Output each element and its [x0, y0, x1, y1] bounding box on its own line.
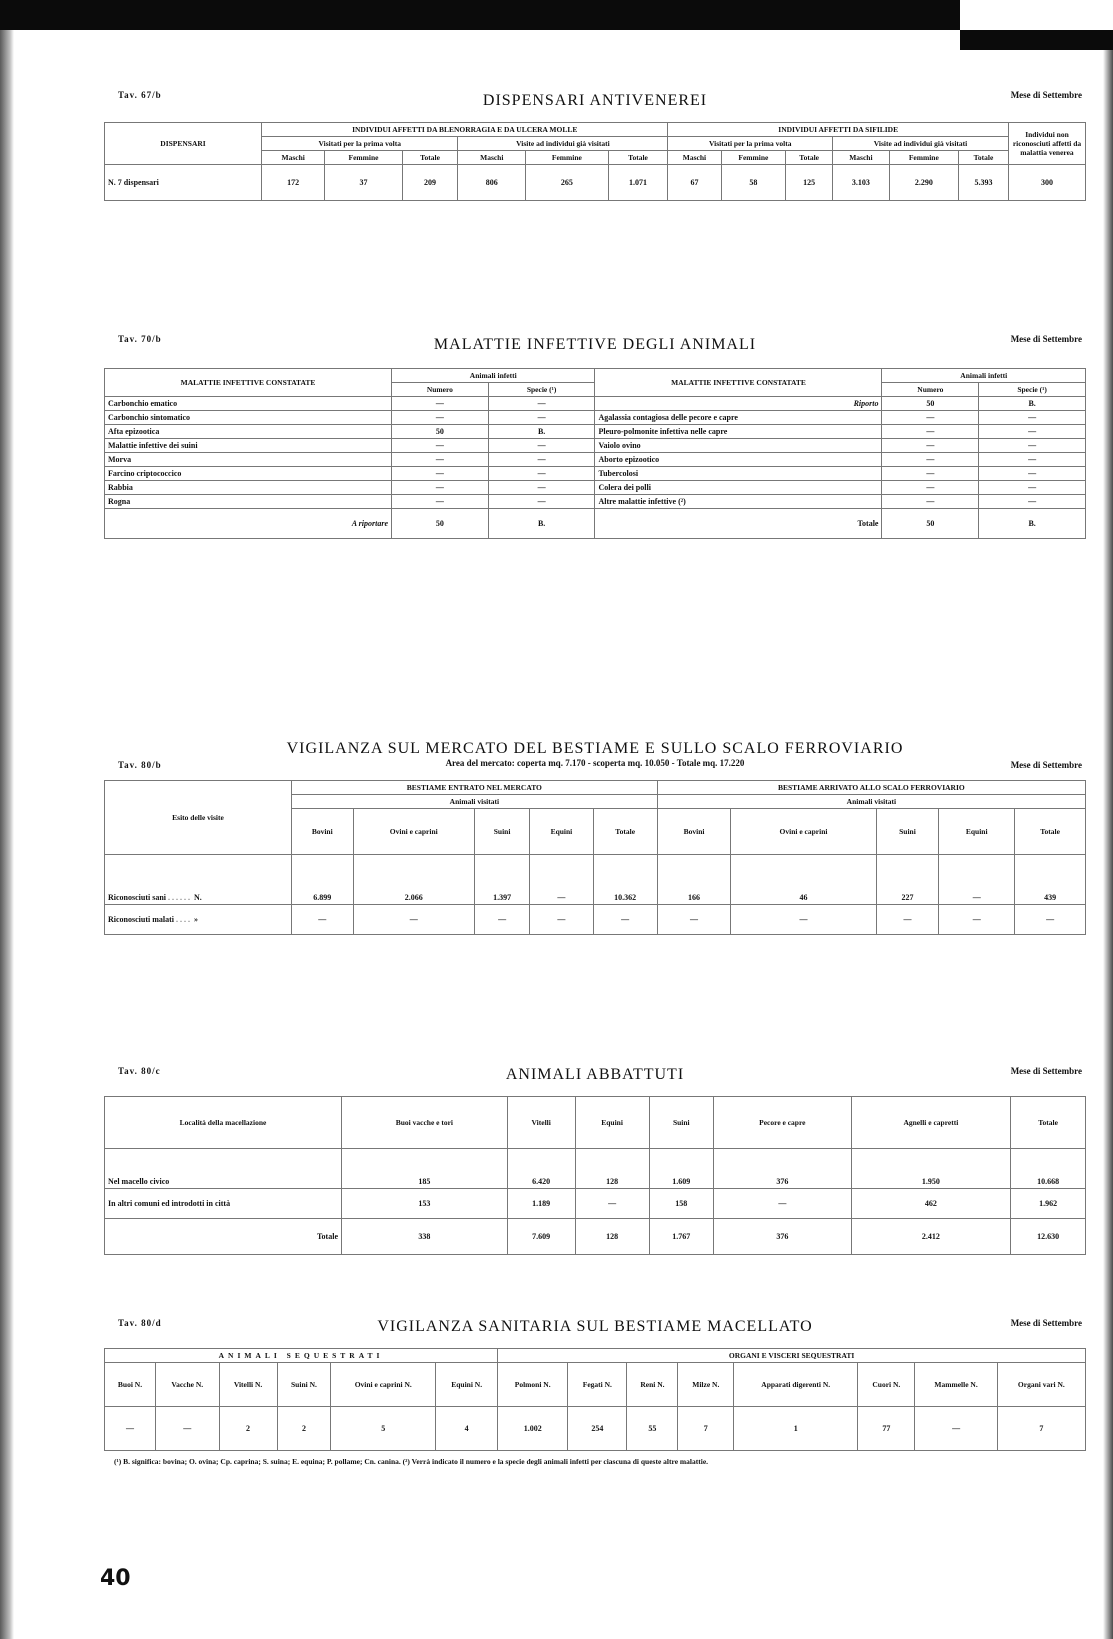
- section-malattie-animali: [104, 322, 1086, 539]
- cell: 1.189: [507, 1189, 575, 1219]
- cell: 2.066: [353, 855, 474, 905]
- table-row: [105, 439, 1086, 453]
- header-col: Organi vari N.: [997, 1363, 1085, 1407]
- cell: —: [882, 439, 979, 453]
- row-label-text: Riconosciuti malati: [108, 915, 174, 924]
- cell: —: [979, 495, 1086, 509]
- cell: 338: [342, 1219, 508, 1255]
- section-title: VIGILANZA SUL MERCATO DEL BESTIAME E SULLO SCALO FERROVIARIO: [286, 740, 904, 757]
- header-specie: Specie (¹): [488, 383, 595, 397]
- header-visite: Visite ad individui già visitati: [458, 137, 668, 151]
- row-label: Nel macello civico: [105, 1149, 342, 1189]
- cell: 50: [392, 509, 489, 539]
- disease-label: Vaiolo ovino: [595, 439, 882, 453]
- total-label: Totale: [595, 509, 882, 539]
- disease-label: Aborto epizootico: [595, 453, 882, 467]
- cell: 1.002: [498, 1407, 568, 1451]
- cell: —: [392, 411, 489, 425]
- month-label: Mese di Settembre: [1010, 90, 1082, 100]
- cell: 50: [882, 509, 979, 539]
- table-row: [105, 905, 1086, 935]
- cell: 7: [678, 1407, 734, 1451]
- cell: 2: [219, 1407, 277, 1451]
- header-localita: Località della macellazione: [105, 1097, 342, 1149]
- header-col: Suini N.: [277, 1363, 331, 1407]
- cell: 10.668: [1011, 1149, 1086, 1189]
- table-row: [105, 1407, 1086, 1451]
- cell: 376: [714, 1149, 852, 1189]
- section-dispensari: [104, 78, 1086, 201]
- month-label: Mese di Settembre: [1010, 1066, 1082, 1076]
- cell: 172: [262, 165, 325, 201]
- cell: —: [474, 905, 529, 935]
- disease-label: Agalassia contagiosa delle pecore e capre: [595, 411, 882, 425]
- header-maschi: Maschi: [458, 151, 526, 165]
- cell: 6.420: [507, 1149, 575, 1189]
- table-row: [105, 1189, 1086, 1219]
- cell: 6.899: [292, 855, 354, 905]
- sequestri-table: [104, 1348, 1086, 1451]
- cell: 128: [575, 1149, 649, 1189]
- document-sheet: [104, 78, 1086, 1544]
- month-label: Mese di Settembre: [1010, 760, 1082, 770]
- cell: —: [979, 453, 1086, 467]
- cell: 300: [1009, 165, 1086, 201]
- row-unit: »: [194, 915, 198, 924]
- header-col: Suini: [876, 809, 939, 855]
- header-dispensari: DISPENSARI: [105, 123, 262, 165]
- table-row: [105, 397, 1086, 411]
- header-femmine: Femmine: [325, 151, 402, 165]
- month-label: Mese di Settembre: [1010, 1318, 1082, 1328]
- cell: —: [530, 905, 593, 935]
- section-title: DISPENSARI ANTIVENEREI: [482, 92, 708, 109]
- cell: 3.103: [833, 165, 890, 201]
- header-col: Agnelli e capretti: [851, 1097, 1011, 1149]
- header-col: Vitelli: [507, 1097, 575, 1149]
- scan-top-border-right: [960, 30, 1113, 50]
- cell: —: [979, 425, 1086, 439]
- table-row: [105, 467, 1086, 481]
- cell: 77: [858, 1407, 915, 1451]
- cell: —: [156, 1407, 220, 1451]
- cell: B.: [488, 425, 595, 439]
- table-row: [105, 1149, 1086, 1189]
- cell: 209: [402, 165, 458, 201]
- cell: —: [488, 495, 595, 509]
- table-row: [105, 453, 1086, 467]
- cell: —: [392, 495, 489, 509]
- scan-left-edge: [0, 30, 14, 1639]
- cell: —: [882, 481, 979, 495]
- header-visitati: Visitati per la prima volta: [262, 137, 458, 151]
- cell: 462: [851, 1189, 1011, 1219]
- cell: 1: [734, 1407, 858, 1451]
- cell: —: [979, 467, 1086, 481]
- cell: —: [979, 411, 1086, 425]
- header-animali-sequestrati: ANIMALI SEQUESTRATI: [105, 1349, 498, 1363]
- cell: —: [488, 453, 595, 467]
- header-femmine: Femmine: [526, 151, 609, 165]
- header-esito: Esito delle visite: [105, 781, 292, 855]
- header-totale: Totale: [402, 151, 458, 165]
- cell: 10.362: [593, 855, 657, 905]
- cell: 67: [668, 165, 721, 201]
- table-number: Tav. 80/c: [118, 1066, 161, 1076]
- cell: 1.767: [649, 1219, 713, 1255]
- header-col: Equini: [575, 1097, 649, 1149]
- cell: —: [392, 481, 489, 495]
- header-maschi: Maschi: [262, 151, 325, 165]
- cell: 1.950: [851, 1149, 1011, 1189]
- cell: —: [530, 855, 593, 905]
- section-vigilanza-sanitaria: [104, 1306, 1086, 1466]
- cell: —: [882, 425, 979, 439]
- header-malattie: MALATTIE INFETTIVE CONSTATATE: [595, 369, 882, 397]
- cell: —: [392, 439, 489, 453]
- disease-label: Tubercolosi: [595, 467, 882, 481]
- total-label: A riportare: [105, 509, 392, 539]
- table-row: [105, 425, 1086, 439]
- header-col: Equini: [939, 809, 1015, 855]
- cell: 1.609: [649, 1149, 713, 1189]
- table-number: Tav. 80/b: [118, 760, 162, 770]
- header-animali-infetti: Animali infetti: [882, 369, 1086, 383]
- footnote: (¹) B. significa: bovina; O. ovina; Cp. caprina; S. suina; E. equina; P. pollame; Cn. canina. (²) Verrà indicato il numero e la specie degli animali infetti per ciascuna di queste altre malattie.: [114, 1457, 709, 1466]
- section-animali-abbattuti: [104, 1054, 1086, 1255]
- cell: —: [657, 905, 731, 935]
- cell: B.: [979, 509, 1086, 539]
- row-label-text: Riconosciuti sani: [108, 893, 167, 902]
- disease-label: Rabbia: [105, 481, 392, 495]
- header-organi-sequestrati: ORGANI E VISCERI SEQUESTRATI: [498, 1349, 1086, 1363]
- header-col: Ovini e caprini: [353, 809, 474, 855]
- disease-label: Pleuro-polmonite infettiva nelle capre: [595, 425, 882, 439]
- cell: 7: [997, 1407, 1085, 1451]
- header-visite: Visite ad individui già visitati: [833, 137, 1009, 151]
- header-col: Fegati N.: [568, 1363, 627, 1407]
- disease-label: Altre malattie infettive (²): [595, 495, 882, 509]
- header-col: Vacche N.: [156, 1363, 220, 1407]
- section-title: VIGILANZA SANITARIA SUL BESTIAME MACELLATO: [377, 1318, 813, 1335]
- header-col: Suini: [649, 1097, 713, 1149]
- header-maschi: Maschi: [668, 151, 721, 165]
- header-totale: Totale: [608, 151, 668, 165]
- header-col: Ovini e caprini: [731, 809, 876, 855]
- total-label: Totale: [105, 1219, 342, 1255]
- mercato-table: [104, 780, 1086, 935]
- header-mercato: BESTIAME ENTRATO NEL MERCATO: [292, 781, 658, 795]
- header-col: Buoi vacche e tori: [342, 1097, 508, 1149]
- cell: —: [593, 905, 657, 935]
- cell: —: [915, 1407, 997, 1451]
- cell: B.: [979, 397, 1086, 411]
- header-col: Buoi N.: [105, 1363, 156, 1407]
- disease-label: Colera dei polli: [595, 481, 882, 495]
- header-col: Totale: [1011, 1097, 1086, 1149]
- header-col: Apparati digerenti N.: [734, 1363, 858, 1407]
- cell: —: [882, 411, 979, 425]
- header-col: Pecore e capre: [714, 1097, 852, 1149]
- header-animali-visitati: Animali visitati: [292, 795, 658, 809]
- cell: 2: [277, 1407, 331, 1451]
- table-row: [105, 855, 1086, 905]
- section-subtitle: Area del mercato: coperta mq. 7.170 - scoperta mq. 10.050 - Totale mq. 17.220: [445, 758, 745, 768]
- cell: 1.397: [474, 855, 529, 905]
- cell: 376: [714, 1219, 852, 1255]
- cell: 58: [721, 165, 786, 201]
- header-col: Totale: [1015, 809, 1086, 855]
- header-animali-visitati: Animali visitati: [657, 795, 1085, 809]
- cell: 7.609: [507, 1219, 575, 1255]
- cell: 12.630: [1011, 1219, 1086, 1255]
- cell: —: [979, 481, 1086, 495]
- cell: —: [105, 1407, 156, 1451]
- cell: —: [488, 481, 595, 495]
- cell: —: [392, 397, 489, 411]
- header-col: Suini: [474, 809, 529, 855]
- dispensari-table: [104, 122, 1086, 201]
- cell: 4: [436, 1407, 498, 1451]
- row-label: Riconosciuti malati .... »: [105, 905, 292, 935]
- table-row: [105, 481, 1086, 495]
- cell: 153: [342, 1189, 508, 1219]
- header-animali-infetti: Animali infetti: [392, 369, 595, 383]
- cell: 125: [786, 165, 833, 201]
- table-row: [105, 495, 1086, 509]
- total-row: [105, 1219, 1086, 1255]
- cell: —: [979, 439, 1086, 453]
- header-col: Vitelli N.: [219, 1363, 277, 1407]
- header-totale: Totale: [786, 151, 833, 165]
- cell: 265: [526, 165, 609, 201]
- cell: —: [488, 467, 595, 481]
- header-non-riconosciuti: Individui non riconosciuti affetti da malattia venerea: [1009, 123, 1086, 165]
- disease-label: Afta epizootica: [105, 425, 392, 439]
- malattie-table: [104, 368, 1086, 539]
- abbattuti-table: [104, 1096, 1086, 1255]
- header-femmine: Femmine: [889, 151, 958, 165]
- header-scalo: BESTIAME ARRIVATO ALLO SCALO FERROVIARIO: [657, 781, 1085, 795]
- table-row: [105, 411, 1086, 425]
- header-col: Ovini e caprini N.: [331, 1363, 436, 1407]
- header-col: Mammelle N.: [915, 1363, 997, 1407]
- cell: 128: [575, 1219, 649, 1255]
- cell: 37: [325, 165, 402, 201]
- section-title: MALATTIE INFETTIVE DEGLI ANIMALI: [433, 336, 757, 353]
- cell: —: [392, 467, 489, 481]
- disease-label: Morva: [105, 453, 392, 467]
- header-numero: Numero: [882, 383, 979, 397]
- cell: 46: [731, 855, 876, 905]
- cell: 2.412: [851, 1219, 1011, 1255]
- cell: —: [1015, 905, 1086, 935]
- header-totale: Totale: [958, 151, 1008, 165]
- header-sifilide: INDIVIDUI AFFETTI DA SIFILIDE: [668, 123, 1009, 137]
- cell: —: [882, 495, 979, 509]
- cell: —: [714, 1189, 852, 1219]
- cell: 166: [657, 855, 731, 905]
- header-malattie: MALATTIE INFETTIVE CONSTATATE: [105, 369, 392, 397]
- table-number: Tav. 67/b: [118, 90, 162, 100]
- header-col: Equini N.: [436, 1363, 498, 1407]
- total-row: [105, 509, 1086, 539]
- row-unit: N.: [194, 893, 202, 902]
- cell: —: [292, 905, 354, 935]
- cell: 1.071: [608, 165, 668, 201]
- row-label: In altri comuni ed introdotti in città: [105, 1189, 342, 1219]
- scan-right-edge: [1103, 50, 1113, 1639]
- disease-label: Malattie infettive dei suini: [105, 439, 392, 453]
- disease-label: Riporto: [595, 397, 882, 411]
- cell: —: [939, 905, 1015, 935]
- header-col: Equini: [530, 809, 593, 855]
- header-blenorragia: INDIVIDUI AFFETTI DA BLENORRAGIA E DA ULCERA MOLLE: [262, 123, 668, 137]
- cell: —: [882, 453, 979, 467]
- cell: —: [353, 905, 474, 935]
- header-col: Cuori N.: [858, 1363, 915, 1407]
- cell: —: [488, 397, 595, 411]
- row-label: Riconosciuti sani ...... N.: [105, 855, 292, 905]
- cell: 439: [1015, 855, 1086, 905]
- cell: 254: [568, 1407, 627, 1451]
- cell: —: [939, 855, 1015, 905]
- disease-label: Farcino criptococcico: [105, 467, 392, 481]
- page-number: 40: [100, 1566, 131, 1591]
- cell: 55: [627, 1407, 678, 1451]
- cell: —: [488, 439, 595, 453]
- cell: —: [882, 467, 979, 481]
- cell: 227: [876, 855, 939, 905]
- header-numero: Numero: [392, 383, 489, 397]
- disease-label: Carbonchio ematico: [105, 397, 392, 411]
- header-col: Totale: [593, 809, 657, 855]
- header-visitati: Visitati per la prima volta: [668, 137, 833, 151]
- cell: —: [575, 1189, 649, 1219]
- cell: 50: [392, 425, 489, 439]
- cell: B.: [488, 509, 595, 539]
- cell: 50: [882, 397, 979, 411]
- header-col: Polmoni N.: [498, 1363, 568, 1407]
- cell: 5: [331, 1407, 436, 1451]
- header-maschi: Maschi: [833, 151, 890, 165]
- cell: 2.290: [889, 165, 958, 201]
- disease-label: Rogna: [105, 495, 392, 509]
- cell: —: [731, 905, 876, 935]
- row-label: N. 7 dispensari: [105, 165, 262, 201]
- scan-top-border: [0, 0, 960, 30]
- header-col: Bovini: [657, 809, 731, 855]
- section-title: ANIMALI ABBATTUTI: [505, 1066, 685, 1083]
- header-femmine: Femmine: [721, 151, 786, 165]
- cell: —: [392, 453, 489, 467]
- table-number: Tav. 70/b: [118, 334, 162, 344]
- cell: 806: [458, 165, 526, 201]
- header-col: Reni N.: [627, 1363, 678, 1407]
- month-label: Mese di Settembre: [1010, 334, 1082, 344]
- table-number: Tav. 80/d: [118, 1318, 162, 1328]
- header-col: Milze N.: [678, 1363, 734, 1407]
- cell: 5.393: [958, 165, 1008, 201]
- cell: 158: [649, 1189, 713, 1219]
- cell: 1.962: [1011, 1189, 1086, 1219]
- cell: —: [876, 905, 939, 935]
- section-mercato: [104, 736, 1086, 935]
- header-specie: Specie (¹): [979, 383, 1086, 397]
- header-col: Bovini: [292, 809, 354, 855]
- cell: —: [488, 411, 595, 425]
- disease-label: Carbonchio sintomatico: [105, 411, 392, 425]
- cell: 185: [342, 1149, 508, 1189]
